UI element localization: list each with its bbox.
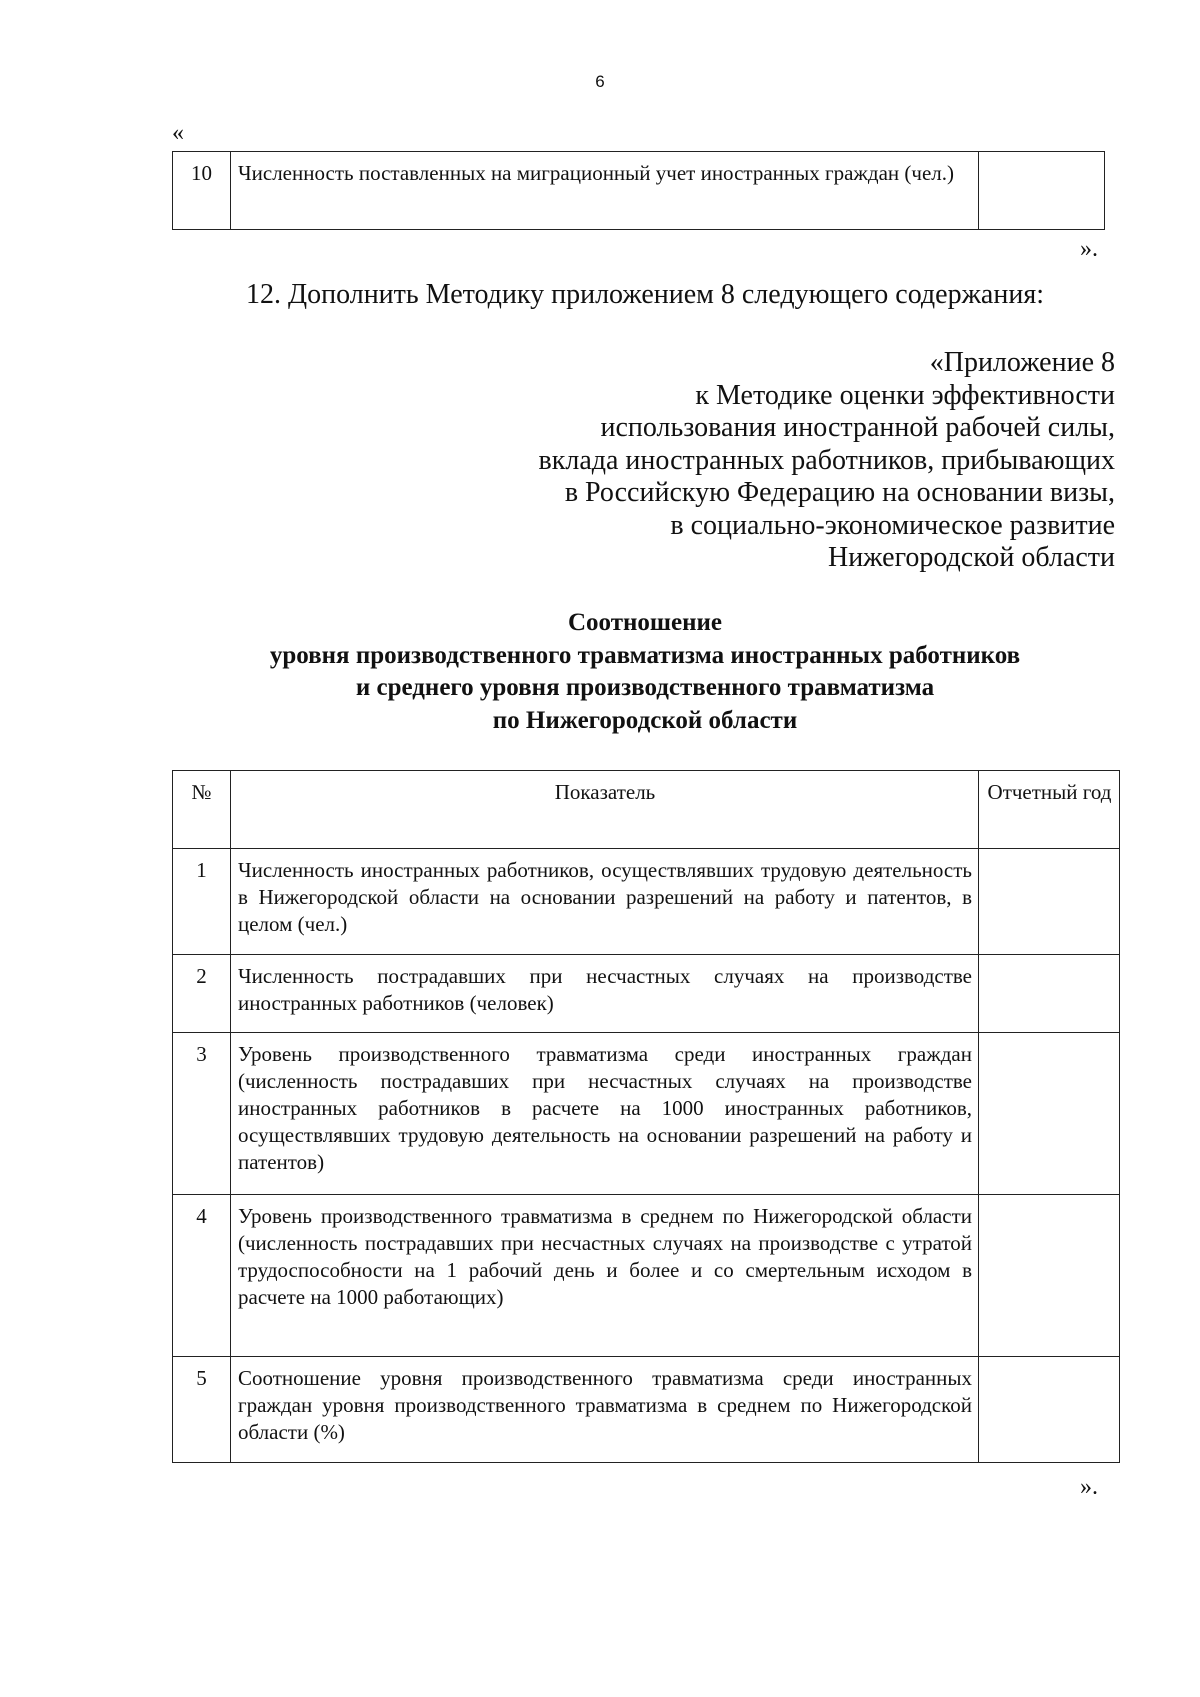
main-table xyxy=(172,770,1120,1463)
appendix-line: вклада иностранных работников, прибывающих xyxy=(538,444,1115,476)
appendix-line: Нижегородской области xyxy=(827,542,1115,573)
row-number: 5 xyxy=(173,1357,231,1463)
header-number: № xyxy=(173,771,231,849)
appendix-line: в Российскую Федерацию на основании визы, xyxy=(564,477,1115,508)
closing-quote: ». xyxy=(1080,236,1098,262)
row-number: 4 xyxy=(173,1195,231,1357)
row-indicator: Численность пострадавших при несчастных случаях на производстве иностранных работников (человек) xyxy=(231,955,979,1033)
item-12-text: 12. Дополнить Методику приложением 8 следующего содержания: xyxy=(246,279,1044,310)
header-reporting-year: Отчетный год xyxy=(979,771,1120,849)
table-row xyxy=(173,1195,1120,1357)
row-number: 2 xyxy=(173,955,231,1033)
title-line: уровня производственного травматизма иностранных работников xyxy=(269,641,1021,669)
row-indicator: Соотношение уровня производственного травматизма среди иностранных граждан уровня производственного травматизма в среднем по Нижегородской области (%) xyxy=(231,1357,979,1463)
row-number: 10 xyxy=(173,152,231,230)
title-line: и среднего уровня производственного травматизма xyxy=(355,674,935,701)
appendix-line: использования иностранной рабочей силы, xyxy=(600,412,1115,443)
table-row xyxy=(173,955,1120,1033)
top-table xyxy=(172,151,1105,230)
page-number: 6 xyxy=(595,72,605,91)
row-value-cell xyxy=(979,1357,1120,1463)
table-row xyxy=(173,1033,1120,1195)
header-indicator: Показатель xyxy=(231,771,979,849)
table-row xyxy=(173,1357,1120,1463)
row-indicator: Численность иностранных работников, осуществлявших трудовую деятельность в Нижегородской области на основании разрешений на работу и патентов, в целом (чел.) xyxy=(231,849,979,955)
title-line: Соотношение xyxy=(567,609,723,636)
table-row xyxy=(173,849,1120,955)
opening-quote: « xyxy=(172,120,184,146)
row-number: 1 xyxy=(173,849,231,955)
table-header-row xyxy=(173,771,1120,849)
row-value-cell xyxy=(979,955,1120,1033)
appendix-heading xyxy=(539,347,1115,575)
document-title xyxy=(0,607,1200,737)
row-indicator: Уровень производственного травматизма в среднем по Нижегородской области (численность пострадавших при несчастных случаях на производстве с утратой трудоспособности на 1 рабочий день и более и со смертельным исходом в расчете на 1000 работающих) xyxy=(231,1195,979,1357)
appendix-line: к Методике оценки эффективности xyxy=(695,379,1115,411)
closing-quote: ». xyxy=(1080,1474,1098,1500)
title-line: по Нижегородской области xyxy=(492,706,798,734)
row-number: 3 xyxy=(173,1033,231,1195)
row-value-cell xyxy=(979,1195,1120,1357)
row-value-cell xyxy=(979,849,1120,955)
row-value-cell xyxy=(979,1033,1120,1195)
row-indicator: Численность поставленных на миграционный учет иностранных граждан (чел.) xyxy=(231,152,979,230)
table-row xyxy=(173,152,1105,230)
row-indicator: Уровень производственного травматизма среди иностранных граждан (численность пострадавших при несчастных случаях на производстве иностранных работников в расчете на 1000 иностранных работников, осуществлявших трудовую деятельность на основании разрешений на работу и патентов) xyxy=(231,1033,979,1195)
appendix-line: «Приложение 8 xyxy=(929,347,1115,378)
appendix-line: в социально-экономическое развитие xyxy=(670,509,1115,541)
row-value-cell xyxy=(979,152,1105,230)
